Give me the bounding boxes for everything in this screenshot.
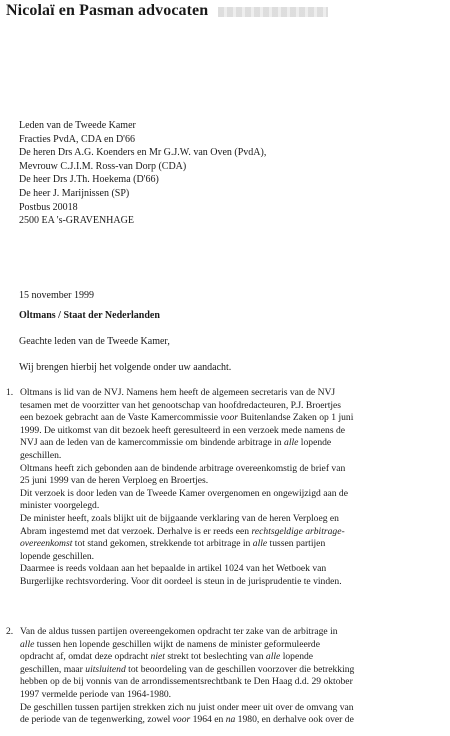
paragraph-line: opdracht af, omdat deze opdracht niet strekt tot beslechting van alle lopende (20, 651, 314, 663)
paragraph-line: minister voorgelegd. (20, 500, 100, 512)
addressee-block (19, 119, 266, 228)
paragraph-line: 1997 vermelde periode van 1964-1980. (20, 688, 172, 700)
paragraph-line: alle tussen hen lopende geschillen wijkt de namens de minister geformuleerde (20, 638, 320, 650)
paragraph-line: NVJ aan de leden van de kamercommissie om bindende arbitrage in alle lopende (20, 437, 332, 449)
paragraph-line: lopende geschillen. (20, 550, 95, 562)
paragraph-line: Oltmans heeft zich gebonden aan de bindende arbitrage overeenkomstig de brief van (20, 462, 346, 474)
addressee-line: Fracties PvdA, CDA en D'66 (19, 133, 135, 145)
paragraph-line: geschillen. (20, 449, 62, 461)
paragraph-line: Abram ingestemd met dat verzoek. Derhalve is er reeds een rechtsgeldige arbitrage- (20, 525, 345, 537)
paragraph-line: Daarmee is reeds voldaan aan het bepaalde in artikel 1024 van het Wetboek van (20, 563, 327, 575)
addressee-line: De heer Drs J.Th. Hoekema (D'66) (19, 174, 159, 186)
intro-sentence: Wij brengen hierbij het volgende onder uw aandacht. (19, 362, 232, 373)
addressee-line: De heren Drs A.G. Koenders en Mr G.J.W. van Oven (PvdA), (19, 147, 267, 159)
addressee-line: 2500 EA 's-GRAVENHAGE (19, 215, 134, 227)
paragraph-line: overeenkomst tot stand gekomen, strekkende tot arbitrage in alle tussen partijen (20, 538, 326, 550)
addressee-line: De heer J. Marijnissen (SP) (19, 187, 130, 199)
paragraph-line: Dit verzoek is door leden van de Tweede Kamer overgenomen en ongewijzigd aan de (20, 487, 348, 499)
paragraph-body (20, 387, 446, 589)
addressee-line: Mevrouw C.J.I.M. Ross-van Dorp (CDA) (19, 160, 187, 172)
paragraph-line: Oltmans is lid van de NVJ. Namens hem heeft de algemeen secretaris van de NVJ (20, 387, 336, 398)
letterhead-redacted-text (218, 7, 328, 17)
addressee-line: Postbus 20018 (19, 201, 78, 213)
paragraph-number: 1. (6, 387, 14, 398)
letter-subject: Oltmans / Staat der Nederlanden (19, 310, 160, 321)
paragraph-line: tesamen met de voorzitter van het genootschap van hoofdredacteuren, P.J. Broertjes (20, 399, 342, 411)
paragraph-body (20, 626, 446, 727)
letterhead-firm-name: Nicolaï en Pasman advocaten (6, 2, 209, 19)
paragraph-line: een bezoek gebracht aan de Vaste Kamercommissie voor Buitenlandse Zaken op 1 juni (20, 412, 354, 424)
paragraph-line: De minister heeft, zoals blijkt uit de bijgaande verklaring van de heren Verploeg en (20, 512, 339, 524)
paragraph-line: hebben op de bij vonnis van de arrondissementsrechtbank te Den Haag d.d. 29 oktober (20, 676, 353, 688)
paragraph-line: De geschillen tussen partijen strekken zich nu juist onder meer uit over de omvang van (20, 701, 354, 713)
paragraph-line: 25 juni 1999 van de heren Verploeg en Broertjes. (20, 475, 209, 487)
salutation: Geachte leden van de Tweede Kamer, (19, 336, 170, 347)
letter-date: 15 november 1999 (19, 290, 94, 301)
paragraph-line: de periode van de tegenwerking, zowel voor 1964 en na 1980, en derhalve ook over de (20, 714, 354, 726)
addressee-line: Leden van de Tweede Kamer (19, 120, 136, 131)
paragraph-number: 2. (6, 626, 14, 637)
paragraph-line: geschillen, maar uitsluitend tot beoordeling van de geschillen voorzover die betrekking (20, 663, 355, 675)
paragraph-line: Burgerlijke rechtsvordering. Voor dit oordeel is steun in de jurisprudentie te vinden. (20, 575, 342, 587)
paragraph-line: Van de aldus tussen partijen overeengekomen opdracht ter zake van de arbitrage in (20, 626, 338, 637)
paragraph-line: 1999. De uitkomst van dit bezoek heeft geresulteerd in een verzoek mede namens de (20, 424, 346, 436)
